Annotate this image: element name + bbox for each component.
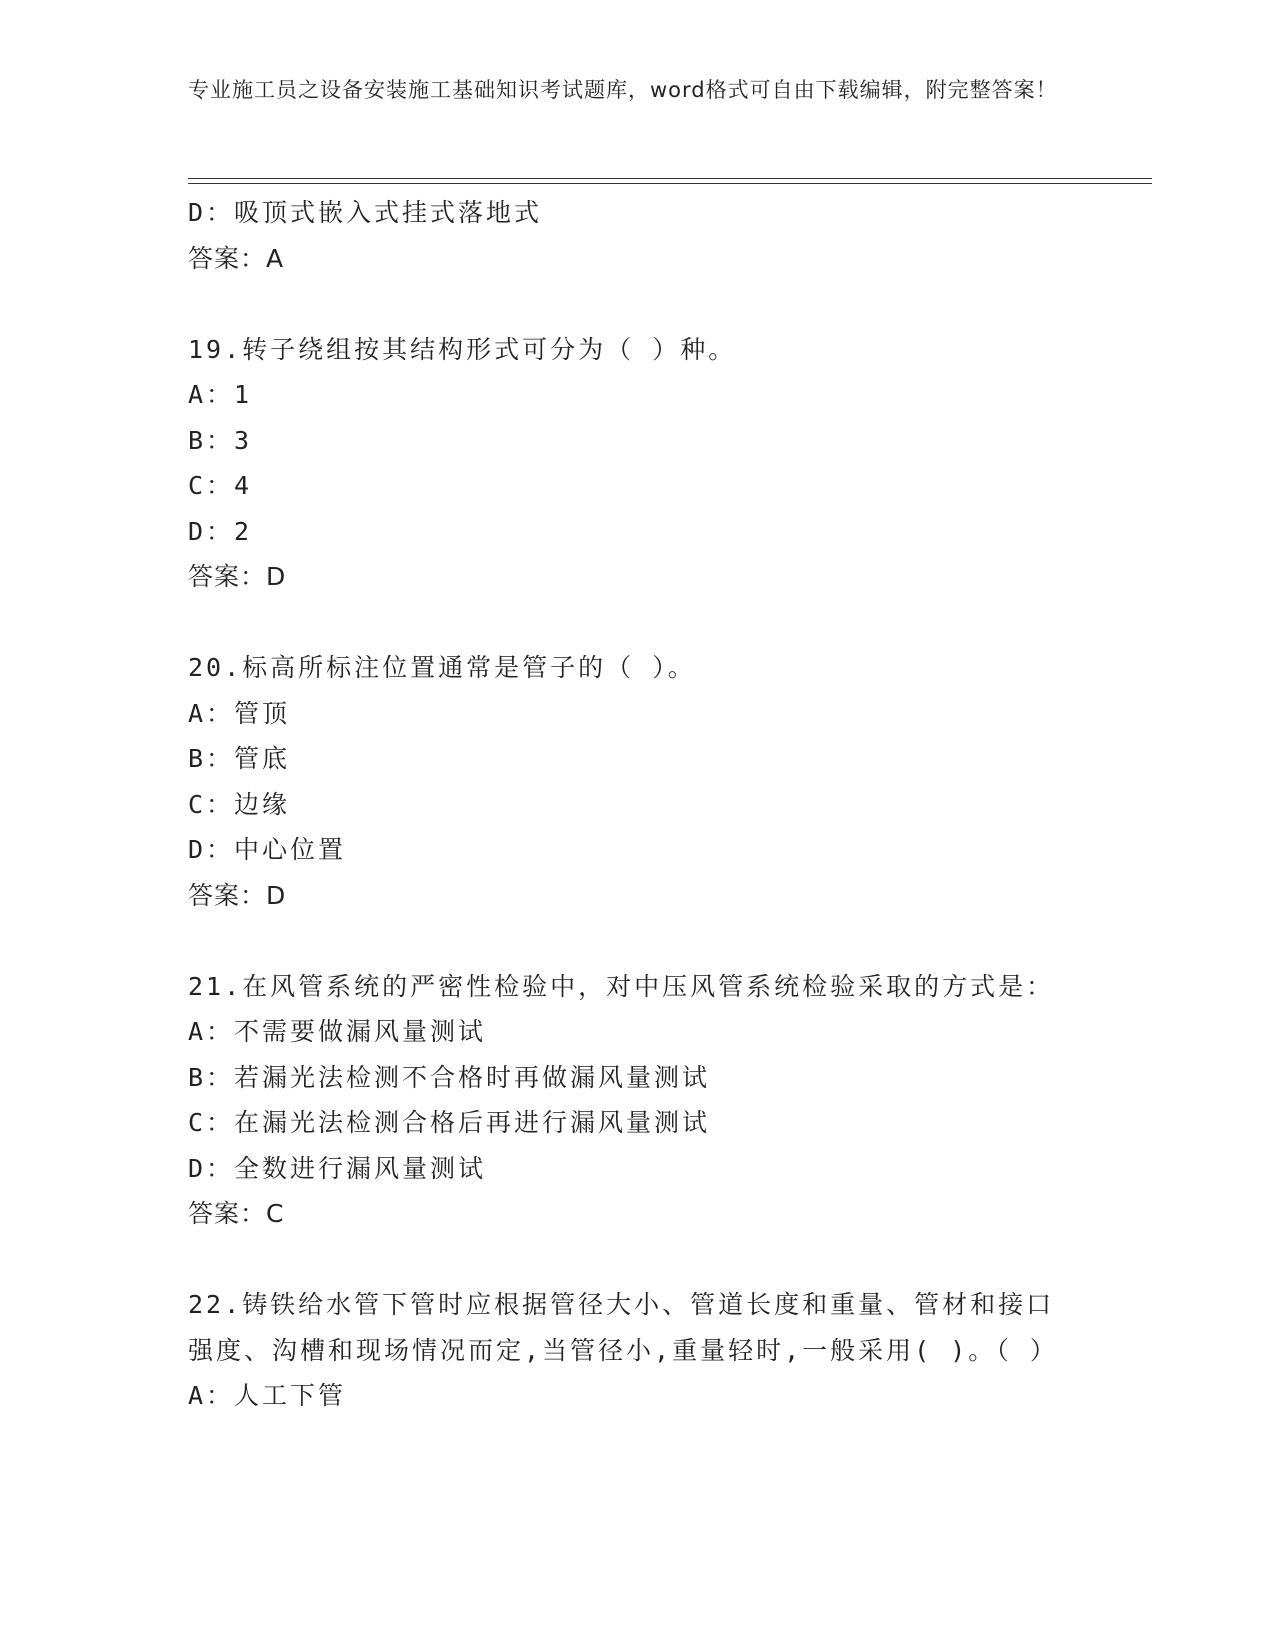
option-b: B：管底	[188, 744, 291, 773]
question-fragment	[188, 190, 1088, 281]
question-19	[188, 327, 1088, 600]
question-stem: 20.标高所标注位置通常是管子的（ ）。	[188, 653, 696, 682]
question-list	[188, 190, 1088, 1419]
question-22	[188, 1282, 1088, 1419]
answer-line: 答案：A	[188, 243, 285, 273]
option-c: C：在漏光法检测合格后再进行漏风量测试	[188, 1108, 711, 1137]
question-stem: 22.铸铁给水管下管时应根据管径大小、管道长度和重量、管材和接口强度、沟槽和现场情况而定,当管径小,重量轻时,一般采用( )。（ ）	[188, 1290, 1058, 1365]
option-b: B：3	[188, 425, 253, 455]
header-divider-top	[188, 178, 1152, 179]
option-a: A：管顶	[188, 698, 291, 728]
option-d: D：中心位置	[188, 835, 347, 864]
answer-line: 答案：C	[188, 1199, 285, 1228]
question-stem: 19.转子绕组按其结构形式可分为（ ）种。	[188, 334, 737, 364]
option-b: B：若漏光法检测不合格时再做漏风量测试	[188, 1062, 711, 1092]
question-stem: 21.在风管系统的严密性检验中，对中压风管系统检验采取的方式是：	[188, 971, 1055, 1001]
answer-line: 答案：D	[188, 562, 287, 591]
answer-line: 答案：D	[188, 880, 287, 910]
option-a: A：1	[188, 380, 253, 409]
header-divider-bottom	[188, 183, 1152, 184]
document-header: 专业施工员之设备安装施工基础知识考试题库，word格式可自由下载编辑，附完整答案！	[188, 78, 1058, 102]
question-20	[188, 645, 1088, 918]
option-a: A：不需要做漏风量测试	[188, 1017, 487, 1046]
option-d: D：全数进行漏风量测试	[188, 1153, 487, 1183]
option-c: C：4	[188, 471, 253, 500]
question-21	[188, 964, 1088, 1237]
option-d: D：吸顶式嵌入式挂式落地式	[188, 198, 543, 227]
option-a: A：人工下管	[188, 1381, 347, 1410]
option-c: C：边缘	[188, 789, 291, 819]
option-d: D：2	[188, 516, 253, 546]
